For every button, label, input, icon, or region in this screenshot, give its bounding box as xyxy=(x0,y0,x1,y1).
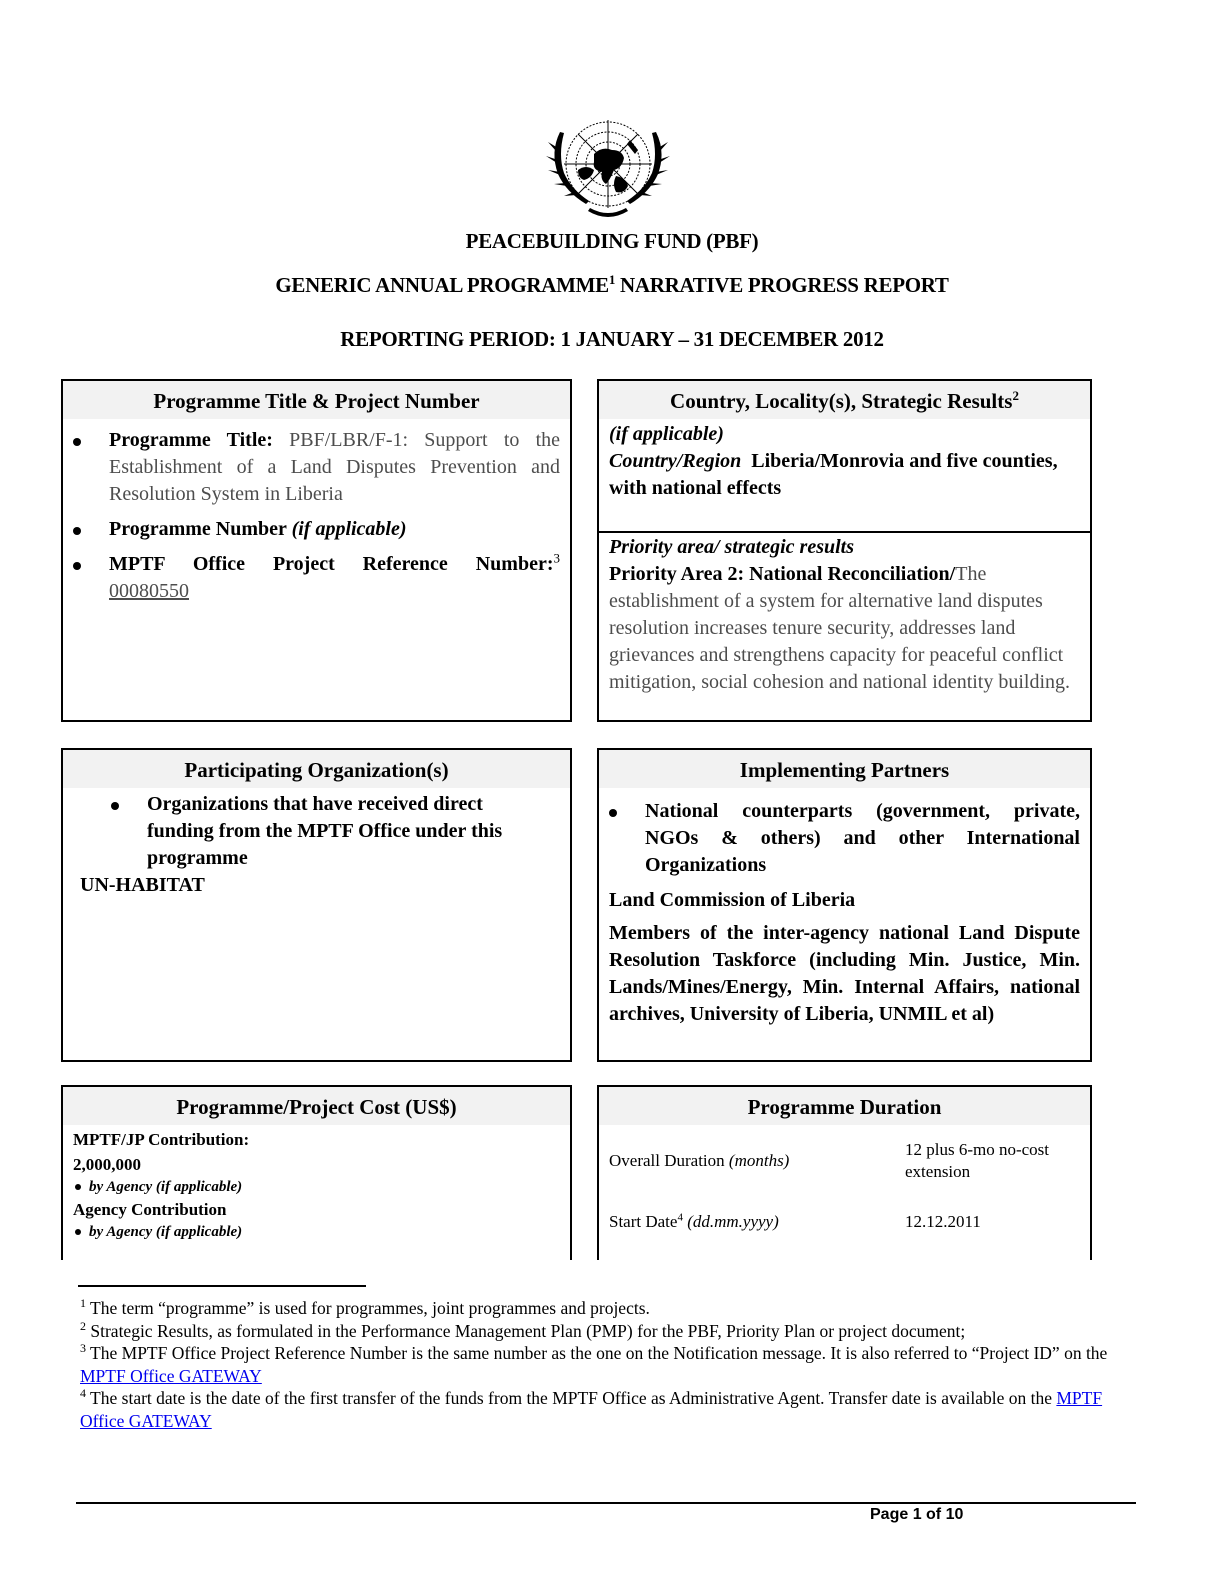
footnote-ref-2: 2 xyxy=(1012,388,1019,403)
programme-duration-box xyxy=(597,1085,1092,1260)
participating-organizations-heading: Participating Organization(s) xyxy=(63,750,570,788)
overall-duration-label: Overall Duration xyxy=(609,1151,729,1170)
programme-number-note: (if applicable) xyxy=(291,518,407,540)
footnotes xyxy=(80,1297,1150,1432)
overall-duration-unit: (months) xyxy=(728,1151,790,1170)
programme-title-heading: Programme Title & Project Number xyxy=(63,381,570,419)
overall-duration-value: 12 plus 6-mo no-cost extension xyxy=(905,1140,1050,1181)
footnote-number: 1 xyxy=(80,1296,86,1311)
report-title-text-2: NARRATIVE PROGRESS REPORT xyxy=(615,273,949,297)
bullet-icon xyxy=(75,1229,81,1235)
priority-area-title: Priority Area 2: National Reconciliation/ xyxy=(609,563,956,585)
list-item xyxy=(73,551,560,578)
footnote-ref-3: 3 xyxy=(553,550,560,566)
footnote-ref-4: 4 xyxy=(677,1211,683,1224)
list-item xyxy=(73,1222,560,1242)
programme-duration-heading: Programme Duration xyxy=(599,1087,1090,1125)
bullet-icon xyxy=(73,438,81,446)
implementing-partner: Members of the inter-agency national Land Dispute Resolution Taskforce (including Min. Justice, Min. Lands/Mines/Energy, Min. Internal Affairs, national archives, University of Liberia, UNMIL et al) xyxy=(609,922,1080,1025)
page-number: Page 1 of 10 xyxy=(870,1506,964,1523)
list-item xyxy=(73,1177,560,1197)
bullet-icon xyxy=(75,1184,81,1190)
bullet-icon xyxy=(111,802,119,810)
reference-number-label: MPTF Office Project Reference Number: xyxy=(109,553,554,575)
footer-rule xyxy=(76,1502,1136,1504)
footnote-text: The start date is the date of the first transfer of the funds from the MPTF Office as Administrative Agent. Transfer date is available on the xyxy=(86,1388,1057,1408)
list-item xyxy=(111,791,560,872)
programme-cost-heading: Programme/Project Cost (US$) xyxy=(63,1087,570,1125)
footnote-4 xyxy=(80,1387,1150,1432)
country-heading-text: Country, Locality(s), Strategic Results xyxy=(670,389,1013,413)
implementing-description: National counterparts (government, private, NGOs & others) and other International Organizations xyxy=(645,800,1080,876)
list-item xyxy=(73,427,560,508)
programme-title-label: Programme Title: xyxy=(109,429,273,451)
reporting-period: REPORTING PERIOD: 1 JANUARY – 31 DECEMBER 2012 xyxy=(340,327,884,351)
country-region-value: Liberia/Monrovia and five counties, with national effects xyxy=(609,450,1063,499)
report-fund-title: PEACEBUILDING FUND (PBF) xyxy=(465,229,759,253)
programme-title-value: PBF/LBR/F-1: Support to the Establishment of a Land Disputes Prevention and Resolution System in Liberia xyxy=(109,429,561,505)
programme-cost-box xyxy=(61,1085,572,1260)
report-title-text: GENERIC ANNUAL PROGRAMME xyxy=(275,273,609,297)
footnote-1 xyxy=(80,1297,1150,1320)
programme-number-label: Programme Number xyxy=(109,518,292,540)
footnote-number: 3 xyxy=(80,1341,86,1356)
country-locality-box xyxy=(597,379,1092,722)
priority-area-label: Priority area/ strategic results xyxy=(609,536,854,558)
country-locality-heading xyxy=(599,381,1090,419)
list-item xyxy=(73,516,560,543)
footnote-ref-1: 1 xyxy=(608,272,616,287)
report-title xyxy=(0,272,1224,298)
footnote-separator xyxy=(78,1285,366,1287)
participating-organization: UN-HABITAT xyxy=(80,874,205,896)
footnote-text: The term “programme” is used for programmes, joint programmes and projects. xyxy=(86,1298,650,1318)
start-date-label: Start Date xyxy=(609,1212,678,1231)
implementing-partner: Land Commission of Liberia xyxy=(609,889,856,911)
footnote-2 xyxy=(80,1320,1150,1343)
agency-contribution-label: Agency Contribution xyxy=(73,1200,227,1219)
country-region-label: Country/Region xyxy=(609,450,742,472)
footnote-3 xyxy=(80,1342,1150,1387)
bullet-icon xyxy=(609,809,617,817)
footnote-text: Strategic Results, as formulated in the Performance Management Plan (PMP) for the PBF, Priority Plan or project document; xyxy=(86,1320,966,1341)
reference-number-value: 00080550 xyxy=(109,580,189,602)
footnote-number: 4 xyxy=(80,1386,86,1401)
by-agency-note: by Agency (if applicable) xyxy=(89,1179,243,1195)
start-date-format: (dd.mm.yyyy) xyxy=(682,1212,779,1231)
footnote-number: 2 xyxy=(80,1318,86,1333)
start-date-value: 12.12.2011 xyxy=(905,1212,981,1231)
by-agency-note: by Agency (if applicable) xyxy=(89,1224,243,1240)
priority-area-description: The establishment of a system for alternative land disputes resolution increases tenure security, addresses land grievances and strengthens capacity for peaceful conflict mitigation, social cohesion and national identity building. xyxy=(609,563,1071,693)
mptf-gateway-link[interactable]: MPTF Office GATEWAY xyxy=(80,1388,1103,1431)
mptf-contribution-label: MPTF/JP Contribution: xyxy=(73,1130,250,1149)
bullet-icon xyxy=(73,527,81,535)
participating-organizations-box xyxy=(61,748,572,1062)
if-applicable-label: (if applicable) xyxy=(609,423,724,445)
un-emblem-icon xyxy=(538,112,678,224)
implementing-partners-box xyxy=(597,748,1092,1062)
duration-row xyxy=(609,1211,1080,1233)
list-item xyxy=(609,798,1080,879)
duration-row xyxy=(609,1139,1080,1183)
footnote-text: The MPTF Office Project Reference Number is the same number as the one on the Notification message. It is also referred to “Project ID” on the xyxy=(86,1343,1108,1363)
mptf-contribution-value: 2,000,000 xyxy=(73,1155,141,1174)
mptf-gateway-link[interactable]: MPTF Office GATEWAY xyxy=(80,1365,262,1386)
participating-description: Organizations that have received direct funding from the MPTF Office under this programme xyxy=(147,793,503,869)
implementing-partners-heading: Implementing Partners xyxy=(599,750,1090,788)
bullet-icon xyxy=(73,562,81,570)
programme-title-box xyxy=(61,379,572,722)
